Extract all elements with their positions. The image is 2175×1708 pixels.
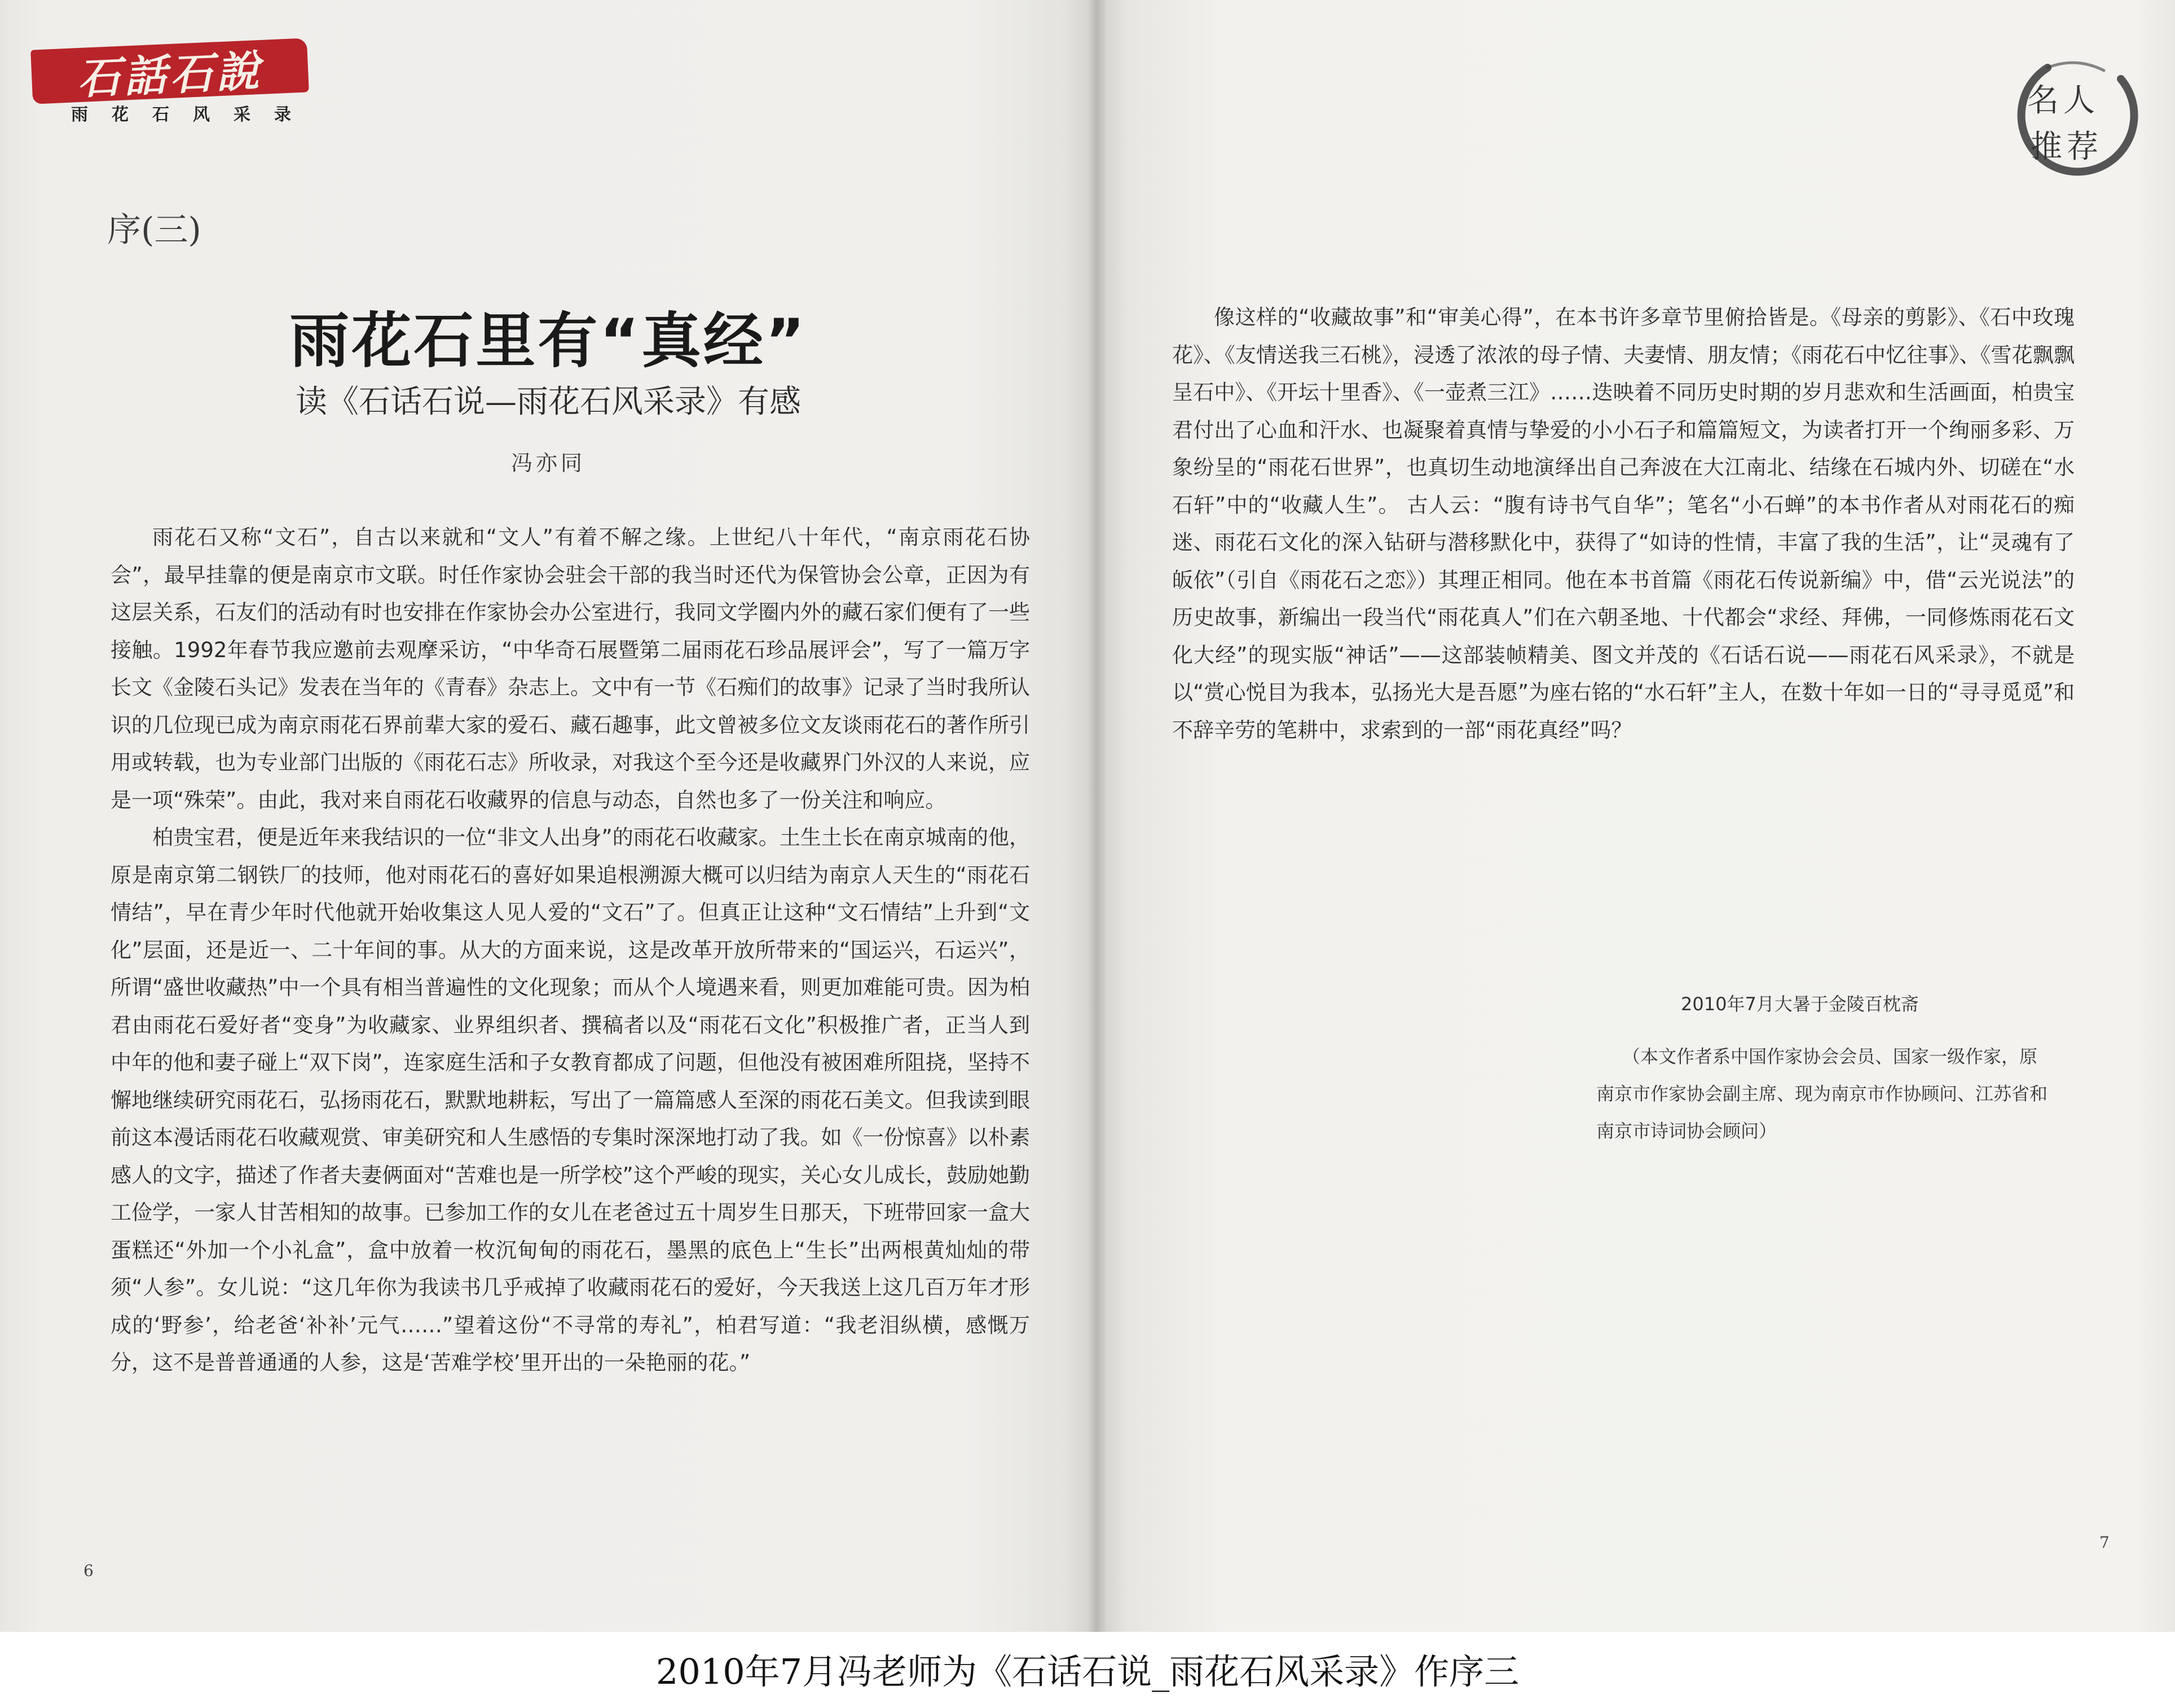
paragraph: 像这样的“收藏故事”和“审美心得”，在本书许多章节里俯拾皆是。《母亲的剪影》、《石中玫瑰花》、《友情送我三石桃》，浸透了浓浓的母子情、夫妻情、朋友情；《雨花石中忆往事》、《雪花飘飘呈石中》、《开坛十里香》、《一壶煮三江》……迭映着不同历史时期的岁月悲欢和生活画面，柏贵宝君付出了心血和汗水、也凝聚着真情与挚爱的小小石子和篇篇短文，为读者打开一个绚丽多彩、万象纷呈的“雨花石世界”，也真切生动地演绎出自己奔波在大江南北、结缘在石城内外、切磋在“水石轩”中的“收藏人生”。 古人云：“腹有诗书气自华”；笔名“小石蝉”的本书作者从对雨花石的痴迷、雨花石文化的深入钻研与潜移默化中，获得了“如诗的性情，丰富了我的生活”，让“灵魂有了皈依”（引自《雨花石之恋》）其理正相同。他在本书首篇《雨花石传说新编》中，借“云光说法”的历史故事，新编出一段当代“雨花真人”们在六朝圣地、十代都会“求经、拜佛，一同修炼雨花石文化大经”的现实版“神话”——这部装帧精美、图文并茂的《石话石说——雨花石风采录》，不就是以“赏心悦目为我本，弘扬光大是吾愿”为座右铭的“水石轩”主人，在数十年如一日的“寻寻觅觅”和不辞辛劳的笔耕中，求索到的一部“雨花真经”吗？ <box>1172 305 2075 742</box>
logo-text: 石話石說 <box>76 45 264 104</box>
author-note: （本文作者系中国作家协会会员、国家一级作家，原南京市作家协会副主席、现为南京市作协顾问、江苏省和南京市诗词协会顾问） <box>1596 1046 2048 1142</box>
page-number-right: 7 <box>2099 1533 2110 1552</box>
paragraph: 柏贵宝君，便是近年来我结识的一位“非文人出身”的雨花石收藏家。土生土长在南京城南的他，原是南京第二钢铁厂的技师，他对雨花石的喜好如果追根溯源大概可以归结为南京人天生的“雨花石情结”，早在青少年时代他就开始收集这人见人爱的“文石”了。但真正让这种“文石情结”上升到“文化”层面，还是近一、二十年间的事。从大的方面来说，这是改革开放所带来的“国运兴，石运兴”，所谓“盛世收藏热”中一个具有相当普遍性的文化现象；而从个人境遇来看，则更加难能可贵。因为柏君由雨花石爱好者“变身”为收藏家、业界组织者、撰稿者以及“雨花石文化”积极推广者，正当人到中年的他和妻子碰上“双下岗”，连家庭生活和子女教育都成了问题，但他没有被困难所阻挠，坚持不懈地继续研究雨花石，弘扬雨花石，默默地耕耘，写出了一篇篇感人至深的雨花石美文。但我读到眼前这本漫话雨花石收藏观赏、审美研究和人生感悟的专集时深深地打动了我。如《一份惊喜》以朴素感人的文字，描述了作者夫妻俩面对“苦难也是一所学校”这个严峻的现实，关心女儿成长，鼓励她勤工俭学，一家人甘苦相知的故事。已参加工作的女儿在老爸过五十周岁生日那天，下班带回家一盒大蛋糕还“外加一个小礼盒”，盒中放着一枚沉甸甸的雨花石，墨黑的底色上“生长”出两根黄灿灿的带须“人参”。女儿说：“这几年你为我读书几乎戒掉了收藏雨花石的爱好，今天我送上这几百万年才形成的‘野参’，给老爸‘补补’元气……”望着这份“不寻常的寿礼”，柏君写道：“我老泪纵横，感慨万分，这不是普普通通的人参，这是‘苦难学校’里开出的一朵艳丽的花。” <box>111 825 1030 1375</box>
section-label: 序(三) <box>107 210 201 250</box>
right-page <box>1097 0 2175 1632</box>
badge-line-1: 名人 <box>2027 82 2099 119</box>
right-body-text <box>1172 299 2075 749</box>
article-title: 雨花石里有“真经” <box>289 306 807 376</box>
logo-subtitle: 雨花石风采录 <box>71 105 315 125</box>
paragraph: 雨花石又称“文石”，自古以来就和“文人”有着不解之缘。上世纪八十年代，“南京雨花石协会”，最早挂靠的便是南京市文联。时任作家协会驻会干部的我当时还代为保管协会公章，正因为有这层关系，石友们的活动有时也安排在作家协会办公室进行，我同文学圈内外的藏石家们便有了一些接触。1992年春节我应邀前去观摩采访，“中华奇石展暨第二届雨花石珍品展评会”，写了一篇万字长文《金陵石头记》发表在当年的《青春》杂志上。文中有一节《石痴们的故事》记录了当时我所认识的几位现已成为南京雨花石界前辈大家的爱石、藏石趣事，此文曾被多位文友谈雨花石的著作所引用或转载，也为专业部门出版的《雨花石志》所收录，对我这个至今还是收藏界门外汉的人来说，应是一项“殊荣”。由此，我对来自雨花石收藏界的信息与动态，自然也多了一份关注和响应。 <box>111 525 1030 812</box>
book-gutter <box>1088 0 1106 1632</box>
date-line: 2010年7月大暑于金陵百枕斋 <box>1681 993 1919 1015</box>
article-subtitle: 读《石话石说—雨花石风采录》有感 <box>296 384 801 420</box>
left-page <box>0 0 1097 1632</box>
page-number-left: 6 <box>83 1561 94 1580</box>
left-body-text <box>111 519 1030 1382</box>
image-caption: 2010年7月冯老师为《石话石说_雨花石风采录》作序三 <box>0 1636 2175 1708</box>
badge-line-2: 推荐 <box>2031 129 2103 165</box>
book-logo <box>30 38 309 104</box>
article-author: 冯亦同 <box>510 451 585 476</box>
